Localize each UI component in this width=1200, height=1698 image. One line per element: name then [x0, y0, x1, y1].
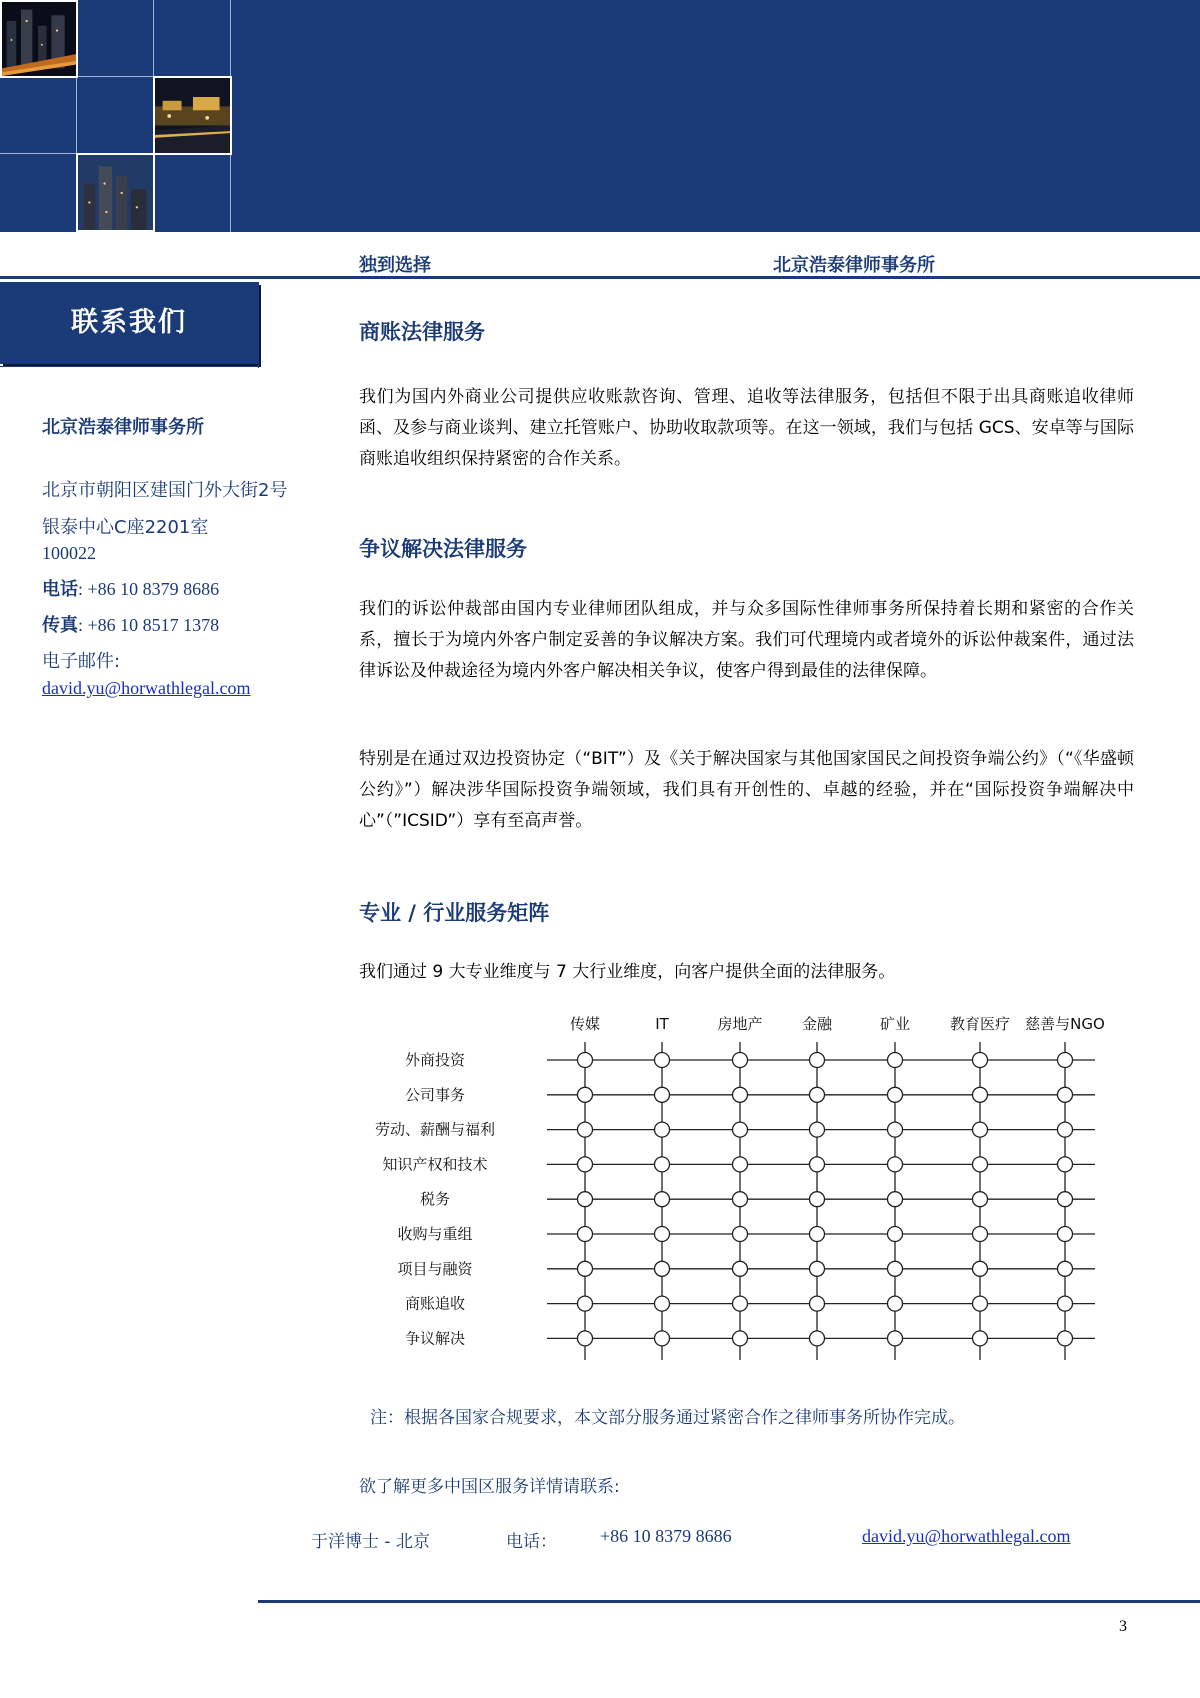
contact-email-link[interactable]: david.yu@horwathlegal.com — [862, 1526, 1071, 1546]
header-right-title: 北京浩泰律师事务所 — [773, 255, 935, 276]
matrix-node — [888, 1122, 903, 1137]
sidebar-email-label: 电子邮件: — [42, 651, 121, 672]
matrix-node — [973, 1331, 988, 1346]
compliance-note: 注：根据各国家合规要求，本文部分服务通过紧密合作之律师事务所协作完成。 — [370, 1408, 965, 1428]
header-banner — [0, 0, 1200, 232]
contact-box — [0, 282, 258, 364]
sidebar-postcode: 100022 — [42, 543, 96, 563]
matrix-node — [810, 1053, 825, 1068]
matrix-node — [1058, 1192, 1073, 1207]
matrix-column-label: 慈善与NGO — [1025, 1015, 1105, 1033]
section-body-dispute-2: 特别是在通过双边投资协定（“BIT”）及《关于解决国家与其他国家国民之间投资争端公约》（“《华盛顿公约》”）解决涉华国际投资争端领域，我们具有开创性的、卓越的经验，并在“国际投资争端解决中心”（”ICSID”）享有至高声誉。 — [359, 749, 1134, 831]
matrix-node — [810, 1227, 825, 1242]
matrix-node — [578, 1053, 593, 1068]
contact-intro: 欲了解更多中国区服务详情请联系: — [359, 1477, 620, 1497]
header-left-title: 独到选择 — [359, 255, 431, 276]
contact-box-title: 联系我们 — [71, 307, 187, 338]
matrix-node — [578, 1157, 593, 1172]
matrix-column-label: 传媒 — [569, 1015, 601, 1033]
service-matrix — [355, 1004, 1120, 1364]
matrix-node — [655, 1296, 670, 1311]
city-night-photo-3 — [76, 153, 155, 232]
matrix-node — [810, 1192, 825, 1207]
footer-rule — [258, 1600, 1200, 1603]
matrix-node — [655, 1331, 670, 1346]
matrix-node — [888, 1331, 903, 1346]
matrix-node — [888, 1087, 903, 1102]
matrix-node — [810, 1157, 825, 1172]
matrix-node — [973, 1157, 988, 1172]
matrix-node — [1058, 1053, 1073, 1068]
contact-name: 于洋博士 - 北京 — [311, 1532, 430, 1552]
sidebar-firm-name: 北京浩泰律师事务所 — [42, 417, 204, 438]
matrix-node — [973, 1192, 988, 1207]
sidebar-phone-label: 电话 — [42, 579, 78, 600]
matrix-node — [655, 1087, 670, 1102]
section-body-dispute-1: 我们的诉讼仲裁部由国内专业律师团队组成，并与众多国际性律师事务所保持着长期和紧密的合作关系，擅长于为境内外客户制定妥善的争议解决方案。我们可代理境内或者境外的诉讼仲裁案件，通过法律诉讼及仲裁途径为境内外客户解决相关争议，使客户得到最佳的法律保障。 — [359, 599, 1134, 681]
matrix-node — [888, 1192, 903, 1207]
matrix-node — [973, 1227, 988, 1242]
section-body-matrix: 我们通过 9 大专业维度与 7 大行业维度，向客户提供全面的法律服务。 — [359, 962, 896, 982]
sidebar-fax-label: 传真 — [42, 615, 78, 636]
matrix-node — [888, 1053, 903, 1068]
matrix-node — [655, 1192, 670, 1207]
matrix-node — [810, 1122, 825, 1137]
matrix-column-label: 房地产 — [717, 1015, 763, 1033]
matrix-node — [888, 1296, 903, 1311]
page-number: 3 — [1119, 1618, 1127, 1635]
matrix-node — [888, 1261, 903, 1276]
matrix-column-label: 金融 — [801, 1015, 833, 1033]
matrix-node — [578, 1296, 593, 1311]
matrix-column-label: IT — [655, 1015, 669, 1033]
matrix-node — [1058, 1261, 1073, 1276]
sidebar-email-link[interactable]: david.yu@horwathlegal.com — [42, 678, 251, 698]
sidebar-address-line2: 银泰中心C座2201室 — [42, 517, 209, 538]
matrix-node — [810, 1087, 825, 1102]
section-title-dispute: 争议解决法律服务 — [359, 537, 527, 561]
matrix-node — [578, 1192, 593, 1207]
matrix-row-label: 知识产权和技术 — [382, 1155, 488, 1174]
sidebar-phone-value: : +86 10 8379 8686 — [78, 579, 220, 599]
matrix-node — [1058, 1331, 1073, 1346]
matrix-node — [578, 1087, 593, 1102]
matrix-node — [655, 1122, 670, 1137]
sidebar-rule — [258, 282, 259, 368]
matrix-row-label: 劳动、薪酬与福利 — [374, 1120, 496, 1139]
sidebar-fax-value: : +86 10 8517 1378 — [78, 615, 220, 635]
matrix-node — [655, 1227, 670, 1242]
matrix-node — [888, 1157, 903, 1172]
matrix-row-label: 公司事务 — [404, 1085, 466, 1104]
matrix-node — [578, 1261, 593, 1276]
matrix-row-label: 商账追收 — [404, 1294, 466, 1313]
matrix-node — [1058, 1157, 1073, 1172]
matrix-node — [733, 1296, 748, 1311]
city-night-photo-2 — [153, 76, 232, 155]
matrix-row-label: 税务 — [419, 1190, 451, 1209]
matrix-row-label: 外商投资 — [404, 1051, 466, 1069]
matrix-node — [973, 1087, 988, 1102]
matrix-node — [655, 1261, 670, 1276]
matrix-column-label: 矿业 — [879, 1015, 911, 1033]
matrix-node — [578, 1227, 593, 1242]
city-night-photo-1 — [0, 0, 78, 78]
header-rule — [0, 276, 1200, 279]
matrix-node — [810, 1296, 825, 1311]
matrix-node — [973, 1261, 988, 1276]
matrix-node — [1058, 1087, 1073, 1102]
matrix-node — [733, 1053, 748, 1068]
matrix-node — [733, 1157, 748, 1172]
matrix-node — [578, 1122, 593, 1137]
matrix-node — [733, 1227, 748, 1242]
matrix-node — [810, 1261, 825, 1276]
matrix-node — [733, 1192, 748, 1207]
matrix-node — [973, 1296, 988, 1311]
matrix-node — [810, 1331, 825, 1346]
matrix-node — [733, 1261, 748, 1276]
matrix-node — [733, 1122, 748, 1137]
matrix-node — [1058, 1227, 1073, 1242]
section-body-collections: 我们为国内外商业公司提供应收账款咨询、管理、追收等法律服务，包括但不限于出具商账追收律师函、及参与商业谈判、建立托管账户、协助收取款项等。在这一领域，我们与包括 GCS、安卓等与国际商账追收组织保持紧密的合作关系。 — [359, 387, 1134, 469]
section-title-matrix: 专业 / 行业服务矩阵 — [359, 901, 550, 925]
matrix-column-label: 教育医疗 — [949, 1015, 1011, 1033]
matrix-row-label: 收购与重组 — [397, 1225, 473, 1243]
matrix-node — [733, 1087, 748, 1102]
matrix-row-label: 项目与融资 — [397, 1259, 473, 1278]
sidebar-address-line1: 北京市朝阳区建国门外大街2号 — [42, 480, 288, 501]
matrix-node — [578, 1331, 593, 1346]
matrix-row-label: 争议解决 — [404, 1329, 466, 1348]
section-title-collections: 商账法律服务 — [359, 320, 485, 344]
matrix-node — [1058, 1122, 1073, 1137]
matrix-node — [973, 1122, 988, 1137]
contact-phone-label: 电话： — [506, 1532, 557, 1552]
matrix-node — [733, 1331, 748, 1346]
contact-phone: +86 10 8379 8686 — [600, 1526, 732, 1546]
contact-divider — [0, 366, 258, 367]
matrix-node — [655, 1157, 670, 1172]
sidebar-phone — [42, 575, 219, 601]
matrix-node — [888, 1227, 903, 1242]
sidebar-fax — [42, 611, 219, 637]
matrix-node — [1058, 1296, 1073, 1311]
matrix-node — [973, 1053, 988, 1068]
matrix-node — [655, 1053, 670, 1068]
